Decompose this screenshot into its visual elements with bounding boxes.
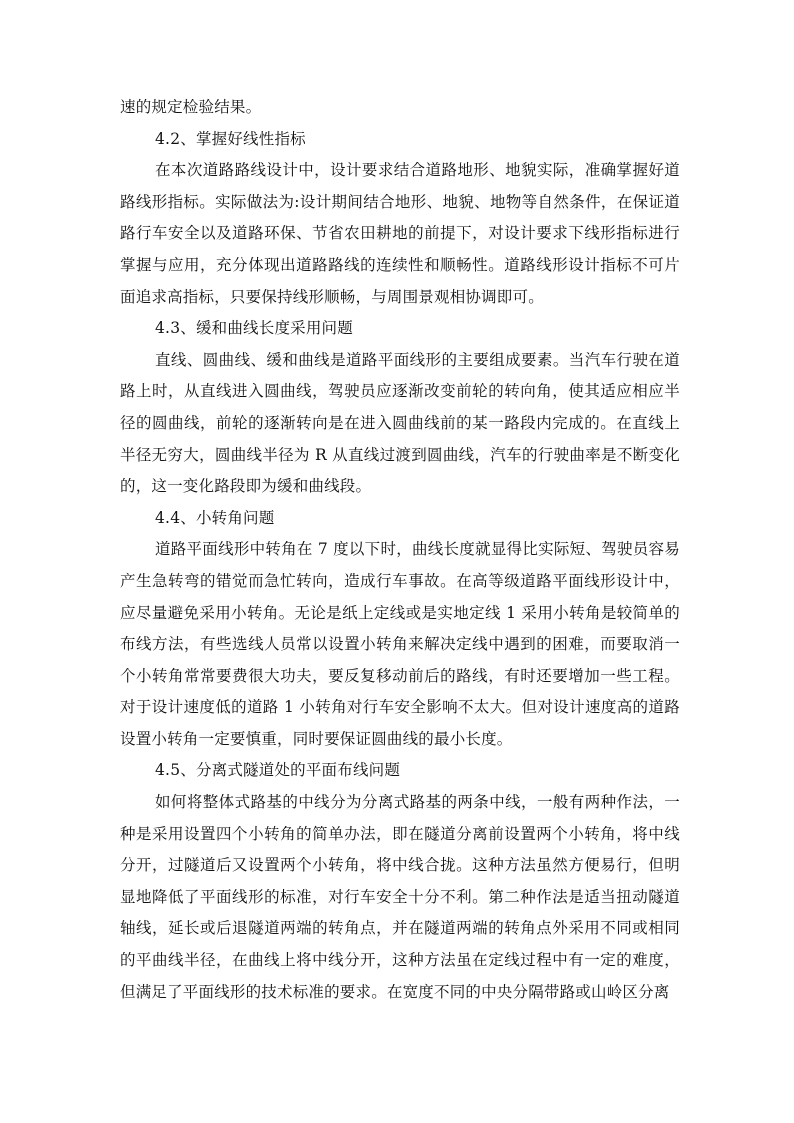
paragraph-transition-curve: 直线、圆曲线、缓和曲线是道路平面线形的主要组成要素。当汽车行驶在道路上时，从直线进入圆曲线，驾驶员应逐渐改变前轮的转向角，使其适应相应半径的圆曲线，前轮的逐渐转向是在进入圆曲线前的某一路段内完成的。在直线上半径无穷大，圆曲线半径为 R 从直线过渡到圆曲线，汽车的行驶曲率是不断变化的，这一变化路段即为缓和曲线段。 [120, 350, 680, 496]
document-body [120, 92, 680, 1008]
section-heading-4-3: 4.3、缓和曲线长度采用问题 [155, 319, 353, 338]
section-heading-4-4: 4.4、小转角问题 [155, 508, 275, 527]
section-heading-4-5: 4.5、分离式隧道处的平面布线问题 [155, 761, 401, 780]
paragraph-continuation: 速的规定检验结果。 [120, 98, 262, 116]
paragraph-linear-indicators: 在本次道路路线设计中，设计要求结合道路地形、地貌实际，准确掌握好道路线形指标。实际做法为:设计期间结合地形、地貌、地物等自然条件，在保证道路行车安全以及道路环保、节省农田耕地的前提下，对设计要求下线形指标进行掌握与应用，充分体现出道路路线的连续性和顺畅性。道路线形设计指标不可片面追求高指标，只要保持线形顺畅，与周围景观相协调即可。 [120, 161, 680, 306]
paragraph-separated-tunnel: 如何将整体式路基的中线分为分离式路基的两条中线，一般有两种作法，一种是采用设置四个小转角的简单办法，即在隧道分离前设置两个小转角，将中线分开，过隧道后又设置两个小转角，将中线合拢。这种方法虽然方便易行，但明显地降低了平面线形的标准，对行车安全十分不利。第二种作法是适当扭动隧道轴线，延长或后退隧道两端的转角点，并在隧道两端的转角点外采用不同或相同的平曲线半径，在曲线上将中线分开，这种方法虽在定线过程中有一定的难度，但满足了平面线形的技术标准的要求。在宽度不同的中央分隔带路或山岭区分离 [120, 793, 680, 1001]
paragraph-small-deflection-angle: 道路平面线形中转角在 7 度以下时，曲线长度就显得比实际短、驾驶员容易产生急转弯的错觉而急忙转向，造成行车事故。在高等级道路平面线形设计中，应尽量避免采用小转角。无论是纸上定线或是实地定线 1 采用小转角是较简单的布线方法，有些选线人员常以设置小转角来解决定线中遇到的困难，而要取消一个小转角常常要费很大功夫，要反复移动前后的路线，有时还要增加一些工程。对于设计速度低的道路 1 小转角对行车安全影响不太大。但对设计速度高的道路设置小转角一定要慎重，同时要保证圆曲线的最小长度。 [120, 540, 680, 748]
section-heading-4-2: 4.2、掌握好线性指标 [155, 129, 306, 148]
